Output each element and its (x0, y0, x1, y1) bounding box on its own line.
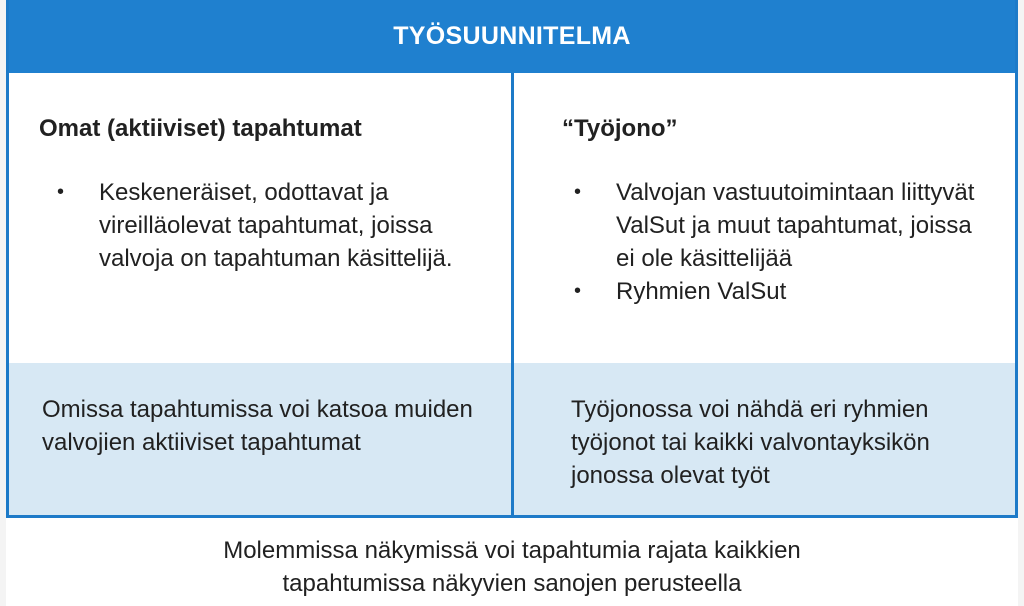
list-item-text: Keskeneräiset, odottavat ja vireilläolevat tapahtumat, joissa valvoja on tapahtuman käsittelijä. (99, 179, 453, 272)
own-events-title: Omat (aktiiviset) tapahtumat (39, 115, 362, 142)
table-title: TYÖSUUNNITELMA (393, 22, 631, 50)
footer-line-1: Molemmissa näkymissä voi tapahtumia rajata kaikkien (223, 537, 801, 564)
footer-line-2: tapahtumissa näkyvien sanojen perusteella (282, 570, 742, 597)
work-queue-list (574, 176, 994, 308)
work-queue-cell (514, 73, 1015, 363)
list-item (57, 176, 477, 275)
own-events-cell (9, 73, 511, 363)
list-item-text: Valvojan vastuutoimintaan liittyvät ValSut ja muut tapahtumat, joissa ei ole käsittelijää (616, 179, 975, 272)
list-item (574, 275, 994, 308)
list-item-text: Ryhmien ValSut (616, 278, 787, 305)
bullet-icon: • (57, 181, 65, 203)
own-events-note: Omissa tapahtumissa voi katsoa muiden valvojien aktiiviset tapahtumat (42, 396, 473, 456)
work-queue-note: Työjonossa voi nähdä eri ryhmien työjonot tai kaikki valvontayksikön jonossa olevat työt (571, 396, 930, 489)
work-queue-note-cell (514, 363, 1015, 515)
bullet-icon: • (574, 181, 582, 203)
footer-note (6, 534, 1018, 600)
work-queue-title: “Työjono” (562, 115, 678, 142)
list-item (574, 176, 994, 275)
own-events-note-cell (9, 363, 511, 515)
own-events-list (57, 176, 477, 275)
work-plan-table (6, 0, 1018, 518)
table-header (9, 0, 1015, 73)
bullet-icon: • (574, 280, 582, 302)
